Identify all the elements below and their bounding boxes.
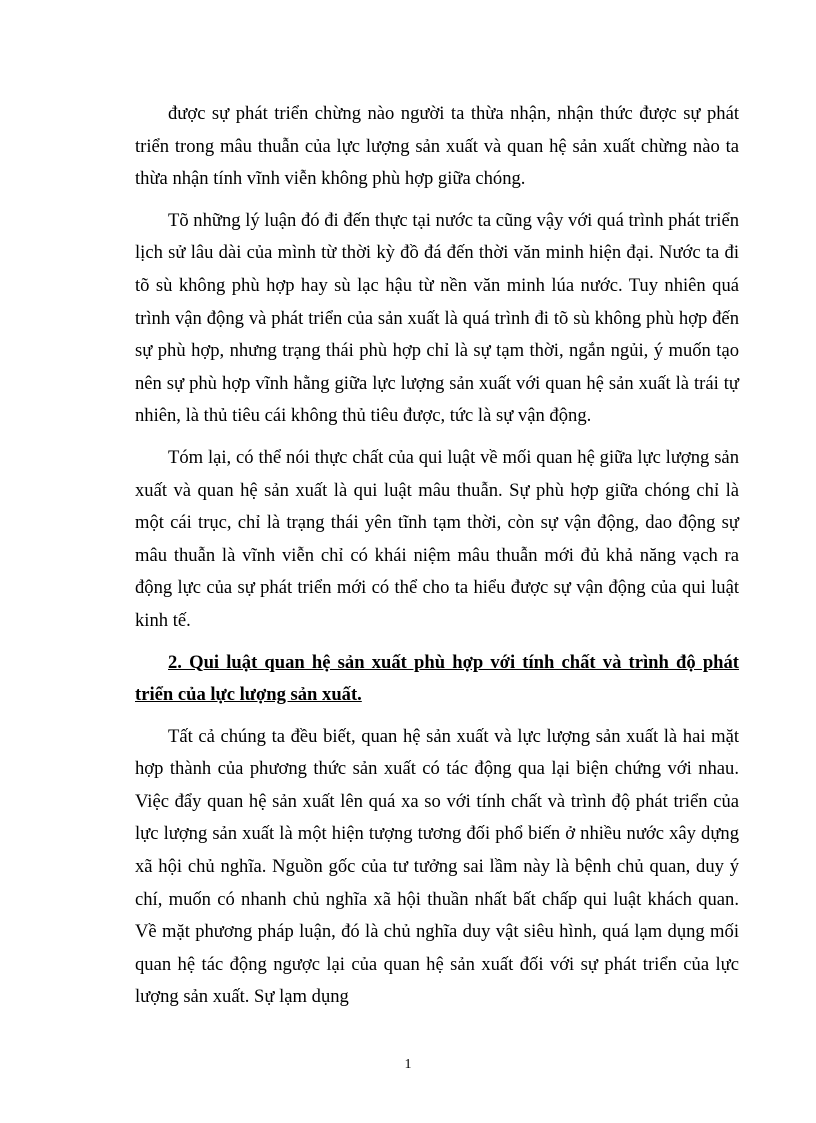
- section-heading: 2. Qui luật quan hệ sản xuất phù hợp với tính chất và trình độ phát triển của lực lượng sản xuất.: [135, 651, 739, 706]
- paragraph-3: Tóm lại, có thể nói thực chất của qui luật về mối quan hệ giữa lực lượng sản xuất và quan hệ sản xuất là qui luật mâu thuẫn. Sự phù hợp giữa chóng chỉ là một cái trục, chỉ là trạng thái yên tĩnh tạm thời, còn sự vận động, dao động sự mâu thuẫn là vĩnh viễn chỉ có khái niệm mâu thuẫn mới đủ khả năng vạch ra động lực của sự phát triển mới có thể cho ta hiểu được sự vận động của qui luật kinh tế.: [135, 446, 739, 631]
- page-number: 1: [404, 1057, 412, 1072]
- paragraph-4: Tất cả chúng ta đều biết, quan hệ sản xuất và lực lượng sản xuất là hai mặt hợp thành của phương thức sản xuất có tác động qua lại biện chứng với nhau. Việc đẩy quan hệ sản xuất lên quá xa so với tính chất và trình độ phát triển của lực lượng sản xuất là một hiện tượng tương đối phổ biến ở nhiều nước xây dựng xã hội chủ nghĩa. Nguồn gốc của tư tưởng sai lầm này là bệnh chủ quan, duy ý chí, muốn có nhanh chủ nghĩa xã hội thuần nhất bất chấp qui luật khách quan. Về mặt phương pháp luận, đó là chủ nghĩa duy vật siêu hình, quá lạm dụng mối quan hệ tác động ngược lại của quan hệ sản xuất đối với sự phát triển của lực lượng sản xuất. Sự lạm dụng: [135, 725, 739, 1008]
- paragraph-1: được sự phát triển chừng nào người ta thừa nhận, nhận thức được sự phát triển trong mâu thuẫn của lực lượng sản xuất và quan hệ sản xuất chừng nào ta thừa nhận tính vĩnh viễn không phù hợp giữa chóng.: [135, 103, 739, 190]
- paragraph-2: Tõ những lý luận đó đi đến thực tại nước ta cũng vậy với quá trình phát triển lịch sử lâu dài của mình từ thời kỳ đồ đá đến thời văn minh hiện đại. Nước ta đi tõ sù không phù hợp hay sù lạc hậu từ nền văn minh lúa nước. Tuy nhiên quá trình vận động và phát triển của sản xuất là quá trình đi tõ sù không phù hợp đến sự phù hợp, nhưng trạng thái phù hợp chỉ là sự tạm thời, ngắn ngủi, ý muốn tạo nên sự phù hợp vĩnh hằng giữa lực lượng sản xuất với quan hệ sản xuất là trái tự nhiên, là thủ tiêu cái không thủ tiêu được, tức là sự vận động.: [135, 209, 739, 427]
- document-page: [135, 98, 739, 1023]
